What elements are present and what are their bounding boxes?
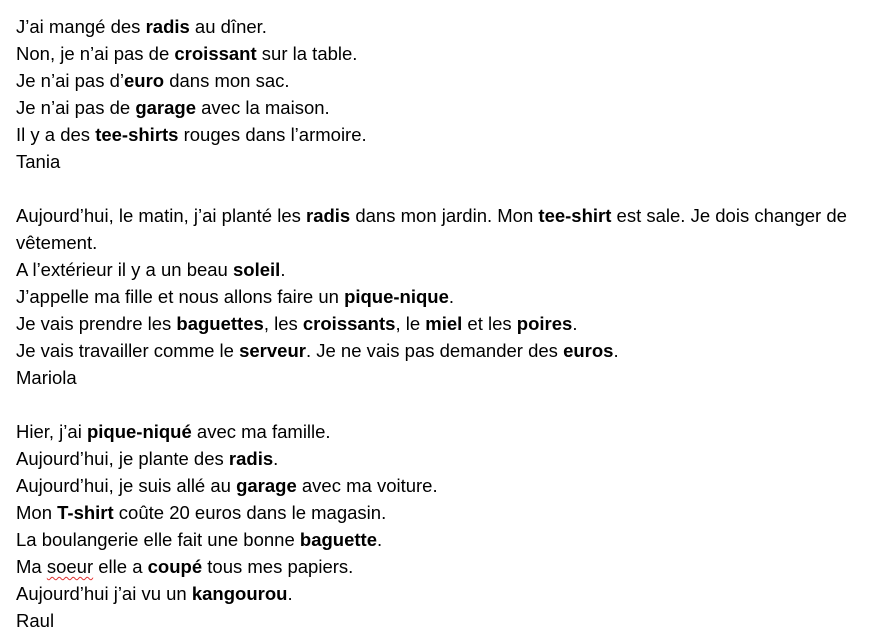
bold-word: pique-nique	[344, 286, 449, 307]
bold-word: tee-shirts	[95, 124, 179, 145]
bold-word: kangourou	[191, 583, 288, 604]
text-segment: Aujourd’hui, je suis allé au	[16, 475, 237, 496]
text-segment: Aujourd’hui, le matin, j’ai planté les	[16, 205, 306, 226]
bold-word: euro	[123, 70, 165, 91]
bold-word: soleil	[233, 259, 281, 280]
paragraph-block	[16, 418, 861, 634]
paragraph-spacer	[16, 175, 861, 202]
text-segment: avec ma famille.	[191, 421, 331, 442]
text-segment: Hier, j’ai	[16, 421, 87, 442]
text-line	[16, 418, 861, 445]
text-segment: .	[613, 340, 619, 361]
text-line	[16, 445, 861, 472]
bold-word: radis	[228, 448, 274, 469]
bold-word: T-shirt	[57, 502, 114, 523]
text-segment: rouges dans l’armoire.	[178, 124, 367, 145]
text-segment: et les	[462, 313, 517, 334]
bold-word: miel	[425, 313, 463, 334]
bold-word: croissant	[174, 43, 257, 64]
text-segment: .	[572, 313, 578, 334]
text-segment: avec ma voiture.	[296, 475, 438, 496]
text-line	[16, 202, 861, 256]
bold-word: poires	[516, 313, 573, 334]
text-line	[16, 94, 861, 121]
text-segment: . Je ne vais pas demander des	[305, 340, 564, 361]
text-line	[16, 13, 861, 40]
text-segment: dans mon sac.	[164, 70, 290, 91]
text-segment: Aujourd’hui j’ai vu un	[16, 583, 192, 604]
text-segment: elle a	[93, 556, 148, 577]
text-line	[16, 121, 861, 148]
text-line	[16, 283, 861, 310]
text-segment: Je n’ai pas d’	[16, 70, 124, 91]
text-segment: dans mon jardin. Mon	[350, 205, 539, 226]
text-segment: .	[287, 583, 293, 604]
bold-word: coupé	[147, 556, 203, 577]
text-segment: .	[280, 259, 286, 280]
bold-word: radis	[145, 16, 190, 37]
text-segment: .	[377, 529, 383, 550]
paragraph-block	[16, 13, 861, 175]
text-line	[16, 67, 861, 94]
text-line	[16, 580, 861, 607]
text-line	[16, 553, 861, 580]
misspelled-word: soeur	[46, 556, 94, 577]
text-segment: sur la table.	[256, 43, 358, 64]
text-segment: , les	[263, 313, 303, 334]
text-segment: au dîner.	[189, 16, 267, 37]
text-segment: .	[448, 286, 455, 307]
text-segment: A l’extérieur il y a un beau	[16, 259, 233, 280]
author-name: Tania	[16, 151, 61, 172]
text-line	[16, 256, 861, 283]
text-segment: J’ai mangé des	[16, 16, 146, 37]
bold-word: garage	[135, 97, 196, 118]
text-segment: Il y a des	[16, 124, 96, 145]
text-line	[16, 499, 861, 526]
text-line	[16, 526, 861, 553]
author-name: Raul	[16, 610, 55, 631]
paragraph-spacer	[16, 391, 861, 418]
text-segment: Je vais travailler comme le	[16, 340, 240, 361]
text-segment: .	[273, 448, 279, 469]
bold-word: garage	[236, 475, 297, 496]
bold-word: baguettes	[176, 313, 264, 334]
paragraph-block	[16, 202, 861, 391]
bold-word: pique-niqué	[86, 421, 192, 442]
bold-word: tee-shirt	[538, 205, 612, 226]
text-line	[16, 472, 861, 499]
text-segment: avec la maison.	[195, 97, 330, 118]
text-segment: Ma	[16, 556, 47, 577]
text-line	[16, 40, 861, 67]
text-segment: , le	[395, 313, 426, 334]
text-segment: Aujourd’hui, je plante des	[16, 448, 229, 469]
text-segment: coûte 20 euros dans le magasin.	[113, 502, 387, 523]
bold-word: euros	[563, 340, 614, 361]
author-name: Mariola	[16, 367, 77, 388]
text-segment: Je n’ai pas de	[16, 97, 136, 118]
text-line	[16, 337, 861, 364]
bold-word: radis	[306, 205, 351, 226]
text-segment: tous mes papiers.	[202, 556, 354, 577]
text-segment: Je vais prendre les	[16, 313, 177, 334]
text-segment: J’appelle ma fille et nous allons faire un	[16, 286, 345, 307]
text-segment: Non, je n’ai pas de	[16, 43, 175, 64]
text-line	[16, 310, 861, 337]
bold-word: croissants	[302, 313, 396, 334]
bold-word: baguette	[299, 529, 377, 550]
text-segment: La boulangerie elle fait une bonne	[16, 529, 300, 550]
document-body	[16, 13, 861, 634]
bold-word: serveur	[239, 340, 306, 361]
text-segment: est sale. Je dois changer de vêtement.	[16, 205, 847, 253]
text-segment: Mon	[16, 502, 58, 523]
